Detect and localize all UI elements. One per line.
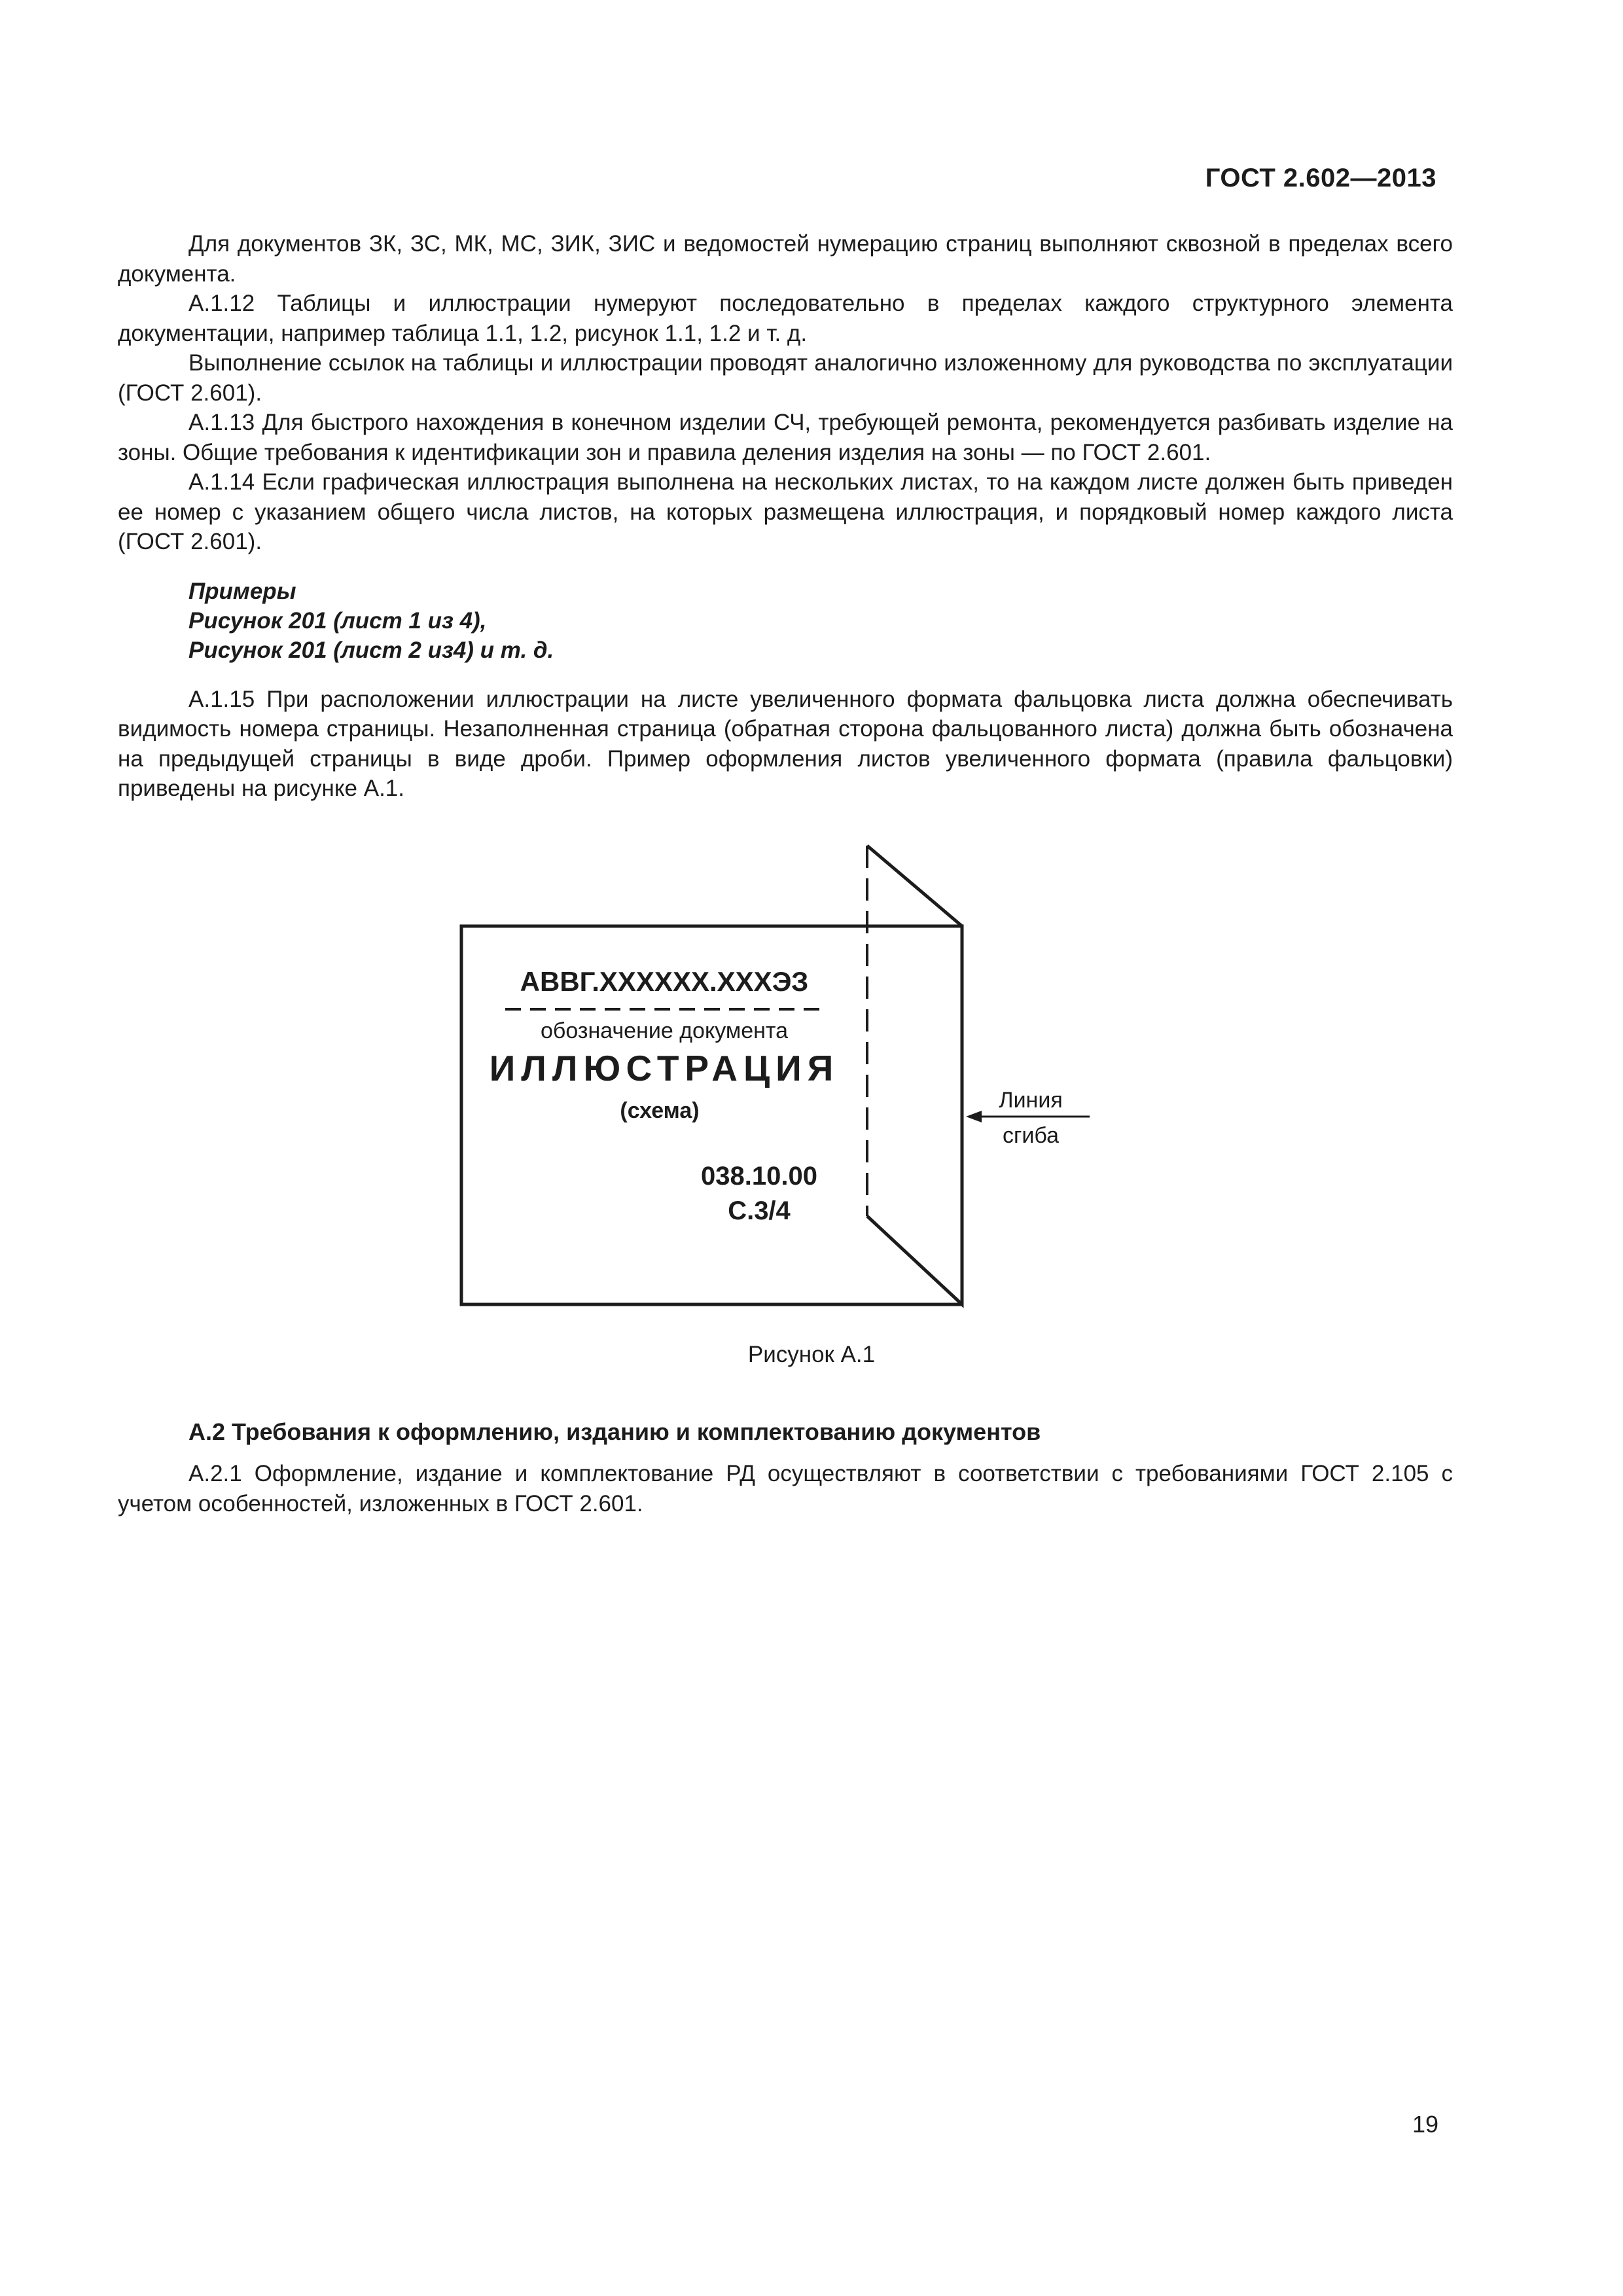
document-designation: ГОСТ 2.602—2013 bbox=[1205, 164, 1436, 192]
section-title: А.2 Требования к оформлению, изданию и комплектованию документов bbox=[188, 1418, 1041, 1445]
designation-code: АВВГ.XXXXXX.XXXЭЗ bbox=[520, 966, 809, 997]
paragraph: А.1.14 Если графическая иллюстрация выполнена на нескольких листах, то на каждом листе должен быть приведен ее номер с указанием общего числа листов, на которых размещена иллюстрация, и порядковый номер каждого листа (ГОСТ 2.601). bbox=[118, 469, 1453, 554]
figure-number: 038.10.00 bbox=[701, 1162, 817, 1191]
fold-label-line1: Линия bbox=[999, 1088, 1063, 1113]
examples-block bbox=[118, 577, 1453, 665]
paragraph: Выполнение ссылок на таблицы и иллюстрации проводят аналогично изложенному для руководства по эксплуатации (ГОСТ 2.601). bbox=[118, 350, 1453, 406]
paragraph: А.1.15 При расположении иллюстрации на листе увеличенного формата фальцовка листа должна обеспечивать видимость номера страницы. Незаполненная страница (обратная сторона фальцованного листа) должна быть обозначена на предыдущей страницы в виде дроби. Пример оформления листов увеличенного формата (правила фальцовки) приведены на рисунке А.1. bbox=[118, 686, 1453, 801]
illustration-subtitle: (схема) bbox=[620, 1098, 700, 1123]
example-line: Рисунок 201 (лист 1 из 4), bbox=[188, 607, 487, 634]
arrow-head-icon bbox=[966, 1111, 982, 1122]
fold-label-line2: сгиба bbox=[1003, 1123, 1059, 1148]
figure-caption: Рисунок А.1 bbox=[747, 1342, 876, 1367]
folded-sheet-diagram bbox=[0, 831, 1623, 1335]
paragraph: А.1.12 Таблицы и иллюстрации нумеруют последовательно в пределах каждого структурного элемента документации, например таблица 1.1, 1.2, рисунок 1.1, 1.2 и т. д. bbox=[118, 291, 1453, 346]
folded-flap bbox=[867, 846, 962, 1304]
figure-page: С.3/4 bbox=[728, 1196, 791, 1225]
figure-a1 bbox=[0, 831, 1623, 1335]
example-line: Рисунок 201 (лист 2 из4) и т. д. bbox=[188, 637, 554, 663]
illustration-title: ИЛЛЮСТРАЦИЯ bbox=[489, 1048, 840, 1088]
examples-title: Примеры bbox=[188, 578, 296, 604]
designation-label: обозначение документа bbox=[541, 1018, 788, 1043]
section-a2 bbox=[118, 1417, 1453, 1519]
paragraph: А.1.13 Для быстрого нахождения в конечном изделии СЧ, требующей ремонта, рекомендуется разбивать изделие на зоны. Общие требования к идентификации зон и правила деления изделия на зоны — по ГОСТ 2.601. bbox=[118, 410, 1453, 465]
body-text bbox=[118, 229, 1453, 804]
paragraph: Для документов ЗК, ЗС, МК, МС, ЗИК, ЗИС и ведомостей нумерацию страниц выполняют сквозной в пределах всего документа. bbox=[118, 231, 1453, 287]
page-number: 19 bbox=[1412, 2111, 1438, 2138]
paragraph: А.2.1 Оформление, издание и комплектование РД осуществляют в соответствии с требованиями ГОСТ 2.105 с учетом особенностей, изложенных в ГОСТ 2.601. bbox=[118, 1461, 1453, 1516]
